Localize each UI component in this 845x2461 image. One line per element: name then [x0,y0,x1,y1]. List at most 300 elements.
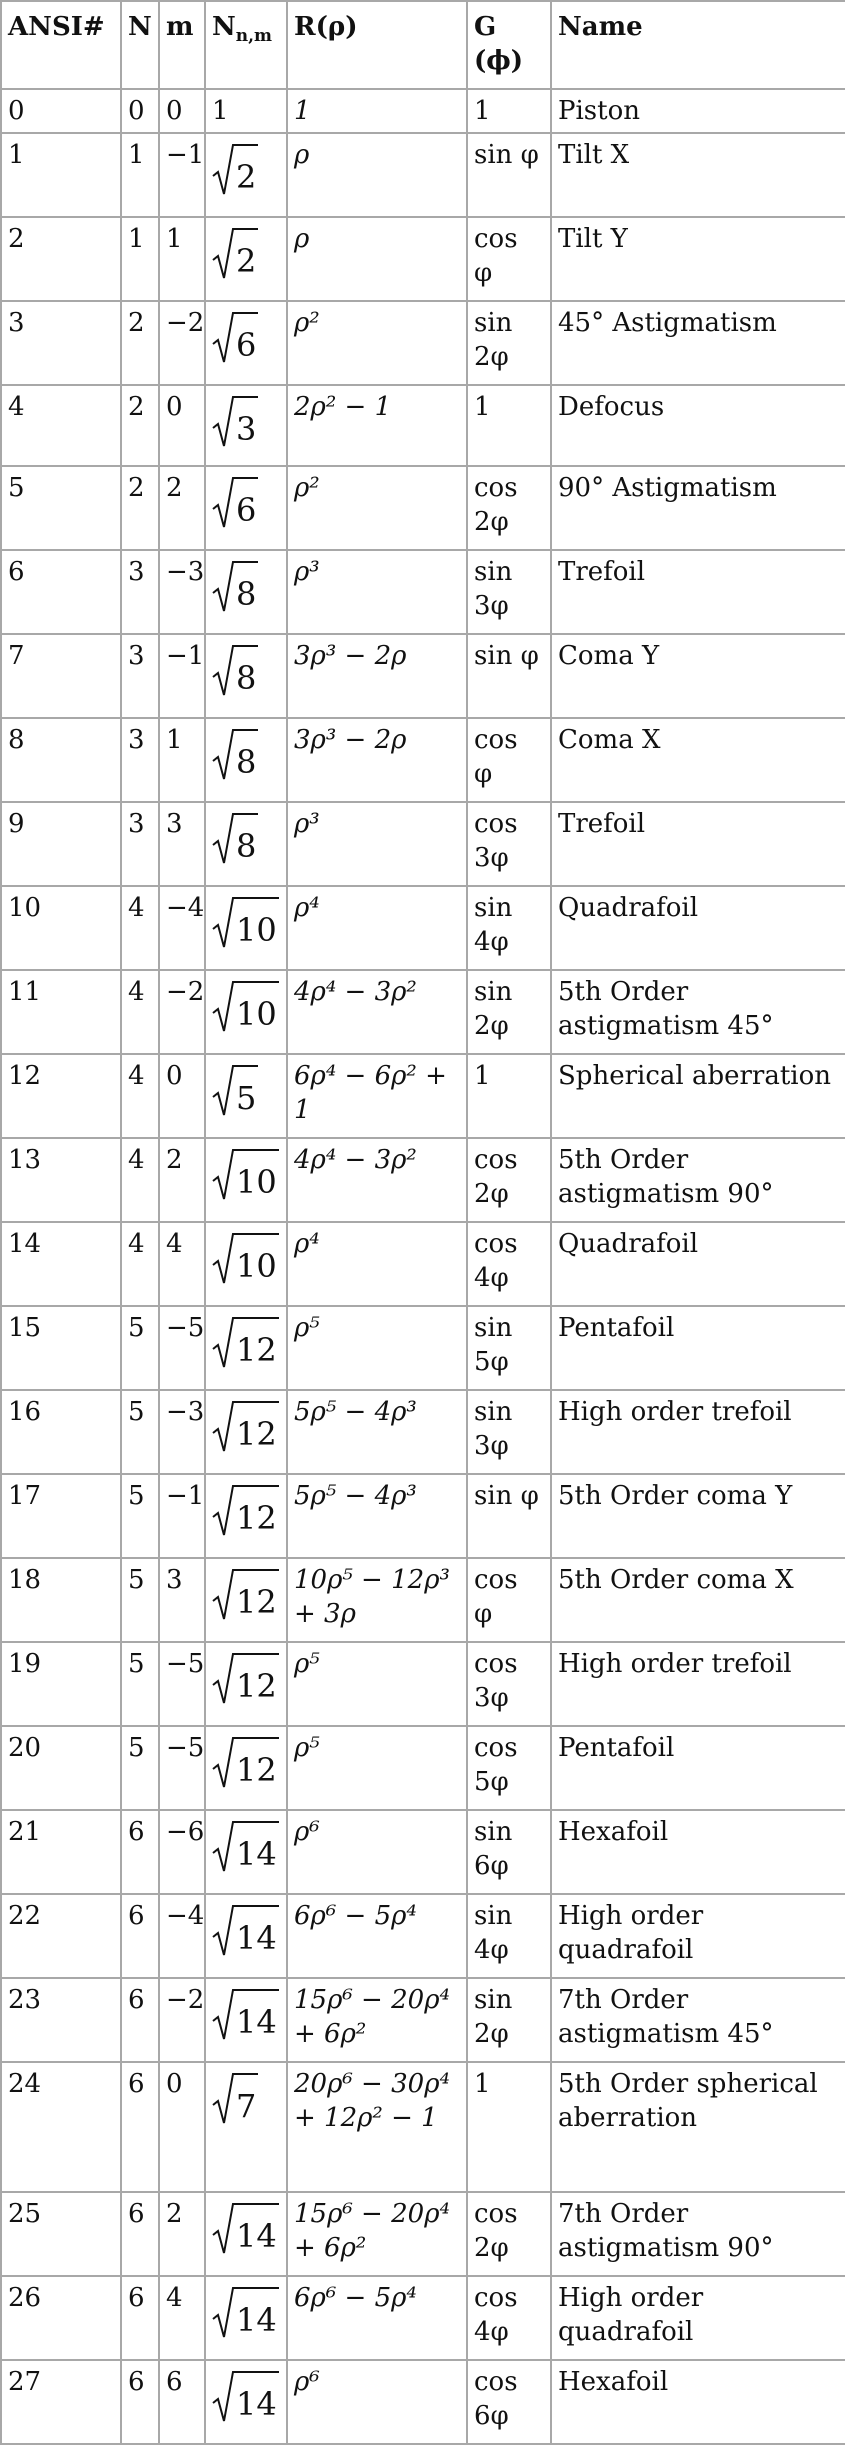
normalization-cell [205,385,287,466]
ansi-index-cell: 26 [1,2276,121,2360]
n-cell: 6 [121,1894,159,1978]
radial-polynomial-cell: 5ρ⁵ − 4ρ³ [287,1474,467,1558]
aberration-name-cell: Coma X [551,718,845,802]
ansi-index-cell: 18 [1,1558,121,1642]
ansi-index-cell: 3 [1,301,121,385]
radial-polynomial-cell: ρ⁵ [287,1642,467,1726]
aberration-name-cell: 7th Order astigmatism 90° [551,2192,845,2276]
azimuthal-function-cell: cos 2φ [467,1138,551,1222]
radical-sign-icon [212,809,234,869]
azimuthal-function-cell: 1 [467,89,551,133]
ansi-index-cell: 22 [1,1894,121,1978]
n-cell: 5 [121,1642,159,1726]
radial-polynomial-cell: 4ρ⁴ − 3ρ² [287,1138,467,1222]
header-row [1,1,845,89]
radial-polynomial-cell: ρ³ [287,802,467,886]
normalization-cell [205,1726,287,1810]
azimuthal-function-cell: cos 4φ [467,2276,551,2360]
azimuthal-function-cell: 1 [467,385,551,466]
radical-sign-icon [212,1649,234,1709]
ansi-index-cell: 13 [1,1138,121,1222]
m-cell: −1 [159,1474,205,1558]
azimuthal-function-cell: sin 2φ [467,970,551,1054]
radicand: 14 [234,2371,279,2425]
n-cell: 5 [121,1306,159,1390]
radial-polynomial-cell: ρ⁵ [287,1306,467,1390]
m-cell: 6 [159,2360,205,2444]
radicand: 7 [234,2073,258,2127]
radicand: 12 [234,1737,279,1791]
aberration-name-cell: Hexafoil [551,2360,845,2444]
n-cell: 6 [121,2360,159,2444]
n-cell: 4 [121,1222,159,1306]
n-cell: 2 [121,301,159,385]
radicand: 5 [234,1065,258,1119]
radical-sign-icon [212,725,234,785]
n-cell: 4 [121,886,159,970]
radial-polynomial-cell: ρ [287,133,467,217]
aberration-name-cell: Spherical aberration [551,1054,845,1138]
ansi-index-cell: 12 [1,1054,121,1138]
n-cell: 4 [121,970,159,1054]
ansi-index-cell: 15 [1,1306,121,1390]
azimuthal-function-cell: sin 6φ [467,1810,551,1894]
azimuthal-function-cell: cos 2φ [467,2192,551,2276]
square-root-expression [212,2069,258,2129]
azimuthal-function-cell: sin φ [467,1474,551,1558]
m-cell: −5 [159,1306,205,1390]
radicand: 8 [234,813,258,867]
aberration-name-cell: High order trefoil [551,1642,845,1726]
m-cell: 1 [159,718,205,802]
normalization-cell [205,550,287,634]
normalization-cell [205,1810,287,1894]
n-cell: 3 [121,802,159,886]
n-cell: 6 [121,1978,159,2062]
aberration-name-cell: 5th Order coma Y [551,1474,845,1558]
radicand: 14 [234,1905,279,1959]
ansi-index-cell: 8 [1,718,121,802]
normalization-cell [205,1138,287,1222]
m-cell: −2 [159,1978,205,2062]
n-cell: 6 [121,2192,159,2276]
n-cell: 3 [121,550,159,634]
radial-polynomial-cell: ρ⁴ [287,886,467,970]
table-row [1,1390,845,1474]
azimuthal-function-cell: cos 4φ [467,1222,551,1306]
m-cell: −4 [159,886,205,970]
azimuthal-function-cell: 1 [467,1054,551,1138]
azimuthal-function-cell: cos φ [467,217,551,301]
table-row [1,1306,845,1390]
azimuthal-function-cell: cos 3φ [467,802,551,886]
radial-polynomial-cell: 20ρ⁶ − 30ρ⁴ + 12ρ² − 1 [287,2062,467,2192]
aberration-name-cell: 45° Astigmatism [551,301,845,385]
azimuthal-function-cell: sin 3φ [467,550,551,634]
ansi-index-cell: 20 [1,1726,121,1810]
aberration-name-cell: Trefoil [551,550,845,634]
n-cell: 4 [121,1138,159,1222]
header-radial: R(ρ) [287,1,467,89]
ansi-index-cell: 16 [1,1390,121,1474]
ansi-index-cell: 0 [1,89,121,133]
n-cell: 1 [121,133,159,217]
ansi-index-cell: 25 [1,2192,121,2276]
radicand: 10 [234,1233,279,1287]
aberration-name-cell: Pentafoil [551,1306,845,1390]
normalization-cell [205,1054,287,1138]
aberration-name-cell: High order quadrafoil [551,2276,845,2360]
m-cell: −6 [159,1810,205,1894]
square-root-expression [212,1397,279,1457]
aberration-name-cell: Quadrafoil [551,886,845,970]
ansi-index-cell: 14 [1,1222,121,1306]
m-cell: −1 [159,133,205,217]
n-cell: 6 [121,2276,159,2360]
radicand: 6 [234,477,258,531]
azimuthal-function-cell: sin 3φ [467,1390,551,1474]
n-cell: 4 [121,1054,159,1138]
azimuthal-function-cell: cos 5φ [467,1726,551,1810]
radial-polynomial-cell: 10ρ⁵ − 12ρ³ + 3ρ [287,1558,467,1642]
radicand: 3 [234,396,258,450]
normalization-cell [205,1306,287,1390]
radical-sign-icon [212,1229,234,1289]
normalization-cell [205,466,287,550]
azimuthal-function-cell: sin 5φ [467,1306,551,1390]
radial-polynomial-cell: 4ρ⁴ − 3ρ² [287,970,467,1054]
header-m: m [159,1,205,89]
n-cell: 3 [121,718,159,802]
radical-sign-icon [212,2069,234,2129]
normalization-cell [205,634,287,718]
ansi-index-cell: 24 [1,2062,121,2192]
radicand: 10 [234,1149,279,1203]
radical-sign-icon [212,392,234,452]
m-cell: −3 [159,550,205,634]
normalization-cell [205,217,287,301]
aberration-name-cell: Trefoil [551,802,845,886]
n-cell: 6 [121,2062,159,2192]
m-cell: 3 [159,802,205,886]
m-cell: 1 [159,217,205,301]
radical-sign-icon [212,1901,234,1961]
radical-sign-icon [212,1313,234,1373]
radicand: 8 [234,561,258,615]
table-row [1,718,845,802]
ansi-index-cell: 2 [1,217,121,301]
n-cell: 5 [121,1390,159,1474]
n-cell: 3 [121,634,159,718]
azimuthal-function-cell: cos 2φ [467,466,551,550]
square-root-expression [212,392,258,452]
radial-polynomial-cell: 1 [287,89,467,133]
table-row [1,550,845,634]
radial-polynomial-cell: ρ⁴ [287,1222,467,1306]
radical-sign-icon [212,1565,234,1625]
table-row [1,1138,845,1222]
m-cell: 4 [159,2276,205,2360]
m-cell: 2 [159,2192,205,2276]
n-cell: 2 [121,385,159,466]
aberration-name-cell: 7th Order astigmatism 45° [551,1978,845,2062]
radical-sign-icon [212,557,234,617]
azimuthal-function-cell: sin φ [467,133,551,217]
square-root-expression [212,1229,279,1289]
m-cell: 0 [159,2062,205,2192]
radicand: 14 [234,1821,279,1875]
table-row [1,970,845,1054]
normalization-cell: 1 [205,89,287,133]
radicand: 2 [234,228,258,282]
normalization-cell [205,2062,287,2192]
aberration-name-cell: Tilt Y [551,217,845,301]
aberration-name-cell: 5th Order spherical aberration [551,2062,845,2192]
m-cell: −5 [159,1642,205,1726]
square-root-expression [212,1733,279,1793]
azimuthal-function-cell: cos 6φ [467,2360,551,2444]
table-row [1,2276,845,2360]
radical-sign-icon [212,1397,234,1457]
m-cell: 0 [159,1054,205,1138]
radicand: 14 [234,2203,279,2257]
square-root-expression [212,557,258,617]
ansi-index-cell: 10 [1,886,121,970]
square-root-expression [212,224,258,284]
ansi-index-cell: 7 [1,634,121,718]
radical-sign-icon [212,308,234,368]
radial-polynomial-cell: 3ρ³ − 2ρ [287,634,467,718]
radical-sign-icon [212,2283,234,2343]
table-row [1,634,845,718]
table-row [1,1810,845,1894]
header-n: N [121,1,159,89]
radial-polynomial-cell: 6ρ⁶ − 5ρ⁴ [287,2276,467,2360]
normalization-cell [205,1894,287,1978]
m-cell: 0 [159,89,205,133]
normalization-cell [205,2276,287,2360]
ansi-index-cell: 17 [1,1474,121,1558]
radial-polynomial-cell: 6ρ⁶ − 5ρ⁴ [287,1894,467,1978]
radicand: 10 [234,897,279,951]
normalization-cell [205,1390,287,1474]
radical-sign-icon [212,1145,234,1205]
aberration-name-cell: 5th Order coma X [551,1558,845,1642]
n-cell: 5 [121,1558,159,1642]
radicand: 10 [234,981,279,1035]
m-cell: 0 [159,385,205,466]
ansi-index-cell: 21 [1,1810,121,1894]
azimuthal-function-cell: sin 2φ [467,1978,551,2062]
header-normalization-subscript: n,m [235,26,273,46]
azimuthal-function-cell: cos 3φ [467,1642,551,1726]
radial-polynomial-cell: ρ⁶ [287,2360,467,2444]
radial-polynomial-cell: ρ³ [287,550,467,634]
n-cell: 0 [121,89,159,133]
radical-sign-icon [212,1481,234,1541]
square-root-expression [212,809,258,869]
aberration-name-cell: Tilt X [551,133,845,217]
m-cell: −2 [159,970,205,1054]
radical-sign-icon [212,1061,234,1121]
ansi-index-cell: 27 [1,2360,121,2444]
radical-sign-icon [212,1817,234,1877]
square-root-expression [212,725,258,785]
radicand: 8 [234,729,258,783]
radial-polynomial-cell: 5ρ⁵ − 4ρ³ [287,1390,467,1474]
radical-sign-icon [212,224,234,284]
m-cell: 2 [159,466,205,550]
square-root-expression [212,641,258,701]
table-row [1,1558,845,1642]
m-cell: −5 [159,1726,205,1810]
normalization-cell [205,802,287,886]
square-root-expression [212,1145,279,1205]
header-azimuthal: G (ϕ) [467,1,551,89]
n-cell: 1 [121,217,159,301]
aberration-name-cell: High order trefoil [551,1390,845,1474]
normalization-cell [205,2192,287,2276]
m-cell: −4 [159,1894,205,1978]
radical-sign-icon [212,2367,234,2427]
radial-polynomial-cell: 6ρ⁴ − 6ρ² + 1 [287,1054,467,1138]
azimuthal-function-cell: cos φ [467,1558,551,1642]
square-root-expression [212,140,258,200]
header-ansi: ANSI# [1,1,121,89]
aberration-name-cell: Coma Y [551,634,845,718]
azimuthal-function-cell: sin 4φ [467,1894,551,1978]
radical-sign-icon [212,473,234,533]
m-cell: −1 [159,634,205,718]
n-cell: 6 [121,1810,159,1894]
table-row [1,2192,845,2276]
table-row [1,1726,845,1810]
radial-polynomial-cell: ρ [287,217,467,301]
radial-polynomial-cell: 15ρ⁶ − 20ρ⁴ + 6ρ² [287,2192,467,2276]
m-cell: −3 [159,1390,205,1474]
ansi-index-cell: 9 [1,802,121,886]
normalization-cell [205,1558,287,1642]
aberration-name-cell: 5th Order astigmatism 45° [551,970,845,1054]
square-root-expression [212,893,279,953]
aberration-name-cell: Defocus [551,385,845,466]
aberration-name-cell: Quadrafoil [551,1222,845,1306]
square-root-expression [212,1817,279,1877]
m-cell: 4 [159,1222,205,1306]
normalization-cell [205,1222,287,1306]
radical-sign-icon [212,893,234,953]
normalization-cell [205,2360,287,2444]
header-normalization-symbol: N [212,12,236,42]
square-root-expression [212,1313,279,1373]
square-root-expression [212,1901,279,1961]
ansi-index-cell: 5 [1,466,121,550]
radical-sign-icon [212,140,234,200]
aberration-name-cell: High order quadrafoil [551,1894,845,1978]
radial-polynomial-cell: ρ⁶ [287,1810,467,1894]
radicand: 12 [234,1401,279,1455]
radicand: 6 [234,312,258,366]
table-row [1,385,845,466]
radicand: 2 [234,144,258,198]
square-root-expression [212,2367,279,2427]
square-root-expression [212,977,279,1037]
radicand: 8 [234,645,258,699]
table-row [1,1054,845,1138]
ansi-index-cell: 6 [1,550,121,634]
table-row [1,133,845,217]
normalization-cell [205,133,287,217]
aberration-name-cell: Piston [551,89,845,133]
ansi-index-cell: 4 [1,385,121,466]
radial-polynomial-cell: 2ρ² − 1 [287,385,467,466]
ansi-index-cell: 11 [1,970,121,1054]
header-normalization [205,1,287,89]
table-row [1,1894,845,1978]
m-cell: −2 [159,301,205,385]
table-row [1,1978,845,2062]
radial-polynomial-cell: 3ρ³ − 2ρ [287,718,467,802]
table-row [1,802,845,886]
table-row [1,466,845,550]
radial-polynomial-cell: ρ² [287,301,467,385]
square-root-expression [212,473,258,533]
normalization-cell [205,1642,287,1726]
m-cell: 3 [159,1558,205,1642]
table-row [1,217,845,301]
square-root-expression [212,2283,279,2343]
azimuthal-function-cell: cos φ [467,718,551,802]
table-row [1,301,845,385]
ansi-index-cell: 1 [1,133,121,217]
radicand: 12 [234,1569,279,1623]
square-root-expression [212,2199,279,2259]
n-cell: 5 [121,1474,159,1558]
radical-sign-icon [212,1733,234,1793]
table-row [1,2360,845,2444]
square-root-expression [212,308,258,368]
table-row [1,89,845,133]
radial-polynomial-cell: 15ρ⁶ − 20ρ⁴ + 6ρ² [287,1978,467,2062]
radicand: 14 [234,2287,279,2341]
table-row [1,1222,845,1306]
ansi-index-cell: 19 [1,1642,121,1726]
normalization-cell [205,1978,287,2062]
radicand: 12 [234,1485,279,1539]
aberration-name-cell: 5th Order astigmatism 90° [551,1138,845,1222]
radical-sign-icon [212,977,234,1037]
normalization-cell [205,970,287,1054]
radicand: 12 [234,1317,279,1371]
azimuthal-function-cell: sin φ [467,634,551,718]
header-name: Name [551,1,845,89]
aberration-name-cell: 90° Astigmatism [551,466,845,550]
table-row [1,1642,845,1726]
aberration-name-cell: Hexafoil [551,1810,845,1894]
radicand: 12 [234,1653,279,1707]
aberration-name-cell: Pentafoil [551,1726,845,1810]
normalization-cell [205,1474,287,1558]
radical-sign-icon [212,1985,234,2045]
radial-polynomial-cell: ρ⁵ [287,1726,467,1810]
square-root-expression [212,1481,279,1541]
radicand: 14 [234,1989,279,2043]
radical-sign-icon [212,641,234,701]
m-cell: 2 [159,1138,205,1222]
azimuthal-function-cell: 1 [467,2062,551,2192]
n-cell: 2 [121,466,159,550]
table-row [1,886,845,970]
